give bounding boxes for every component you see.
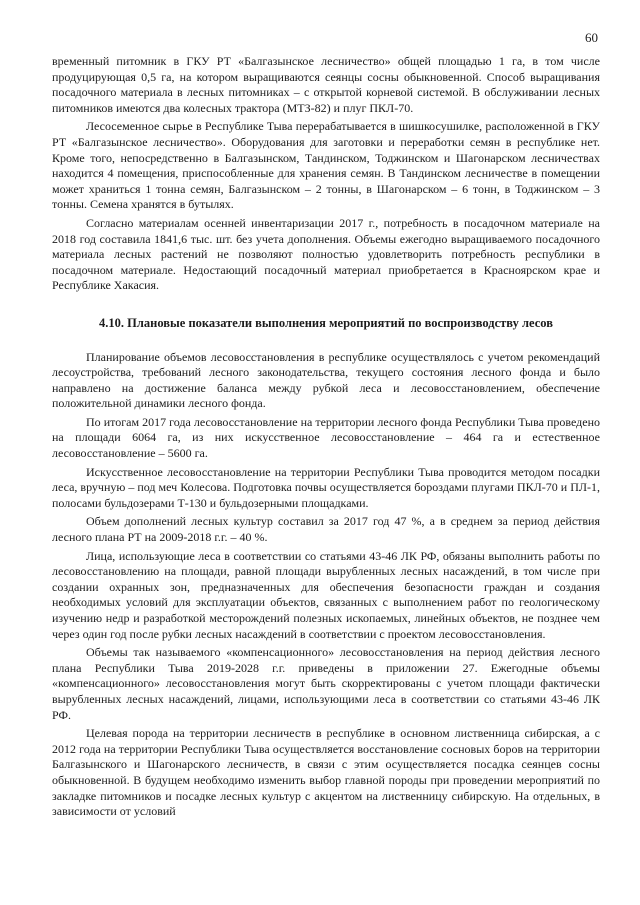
paragraph: временный питомник в ГКУ РТ «Балгазынское лесничество» общей площадью 1 га, в том числе продуцирующая 0,5 га, на котором выращиваются сеянцы сосны обыкновенной. Способ выращивания посадочного материала в лесных питомниках – с открытой корневой системой. В обслуживании лесных питомников имеются два колесных трактора (МТЗ-82) и плуг ПКЛ-70. (52, 54, 600, 115)
section-title: 4.10. Плановые показатели выполнения мероприятий по воспроизводству лесов (99, 315, 553, 330)
paragraph: Лесосеменное сырье в Республике Тыва перерабатывается в шишкосушилке, расположенной в ГКУ РТ «Балгазынское лесничество». Оборудования для заготовки и переработки семян в республике нет. Кроме того, непосредственно в Балгазынском, Тандинском, Тоджинском и Шагонарском лесничествах находится 4 помещения, приспособленные для хранения семян. В Тандинском лесничестве в помещении может храниться 1 тонна семян, Балгазынском – 2 тонны, в Шагонарском – 6 тонн, в Тоджинском – 3 тонны. Семена хранятся в бутылях. (52, 119, 600, 212)
paragraph: Объем дополнений лесных культур составил за 2017 год 47 %, а в среднем за период действия лесного плана РТ на 2009-2018 г.г. – 40 %. (52, 514, 600, 545)
paragraph: Искусственное лесовосстановление на территории Республики Тыва проводится методом посадки леса, вручную – под меч Колесова. Подготовка почвы осуществляется бороздами плугами ПКЛ-70 и ПЛ-1, полосами бульдозерами Т-130 и бульдозерными площадками. (52, 464, 600, 510)
paragraph: Целевая порода на территории лесничеств в республике в основном лиственница сибирская, а с 2012 года на территории Республики Тыва осуществляется восстановление сосновых боров на территории Балгазынского и Шагонарского лесничеств, в связи с этим осуществляется посадка сеянцев сосны обыкновенной. В будущем необходимо изменить выбор главной породы при проведении мероприятий по закладке питомников и посадке лесных культур с акцентом на лиственницу сибирскую. На отдельных, в зависимости от условий (52, 726, 600, 819)
page-content (52, 54, 600, 823)
paragraph: Лица, использующие леса в соответствии со статьями 43-46 ЛК РФ, обязаны выполнить работы по лесовосстановлению на площади, равной площади вырубленных лесных насаждений, в том числе при создании охранных зон, предназначенных для обеспечения безопасности граждан и создания необходимых условий для эксплуатации объектов, связанных с выполнением работ по геологическому изучению недр и разработкой месторождений полезных ископаемых, линейных объектов, не позднее чем через один год после рубки лесных насаждений в соответствии с проектом лесовосстановления. (52, 548, 600, 641)
paragraph: Планирование объемов лесовосстановления в республике осуществлялось с учетом рекомендаций лесоустройства, требований лесного законодательства, текущего состояния лесного фонда и было направлено на достижение баланса между рубкой леса и лесовосстановлением, обеспечение положительной динамики лесного фонда. (52, 349, 600, 411)
paragraph: По итогам 2017 года лесовосстановление на территории лесного фонда Республики Тыва проведено на площади 6064 га, из них искусственное лесовосстановление – 464 га и естественное лесовосстановление – 5600 га. (52, 414, 600, 461)
page-number: 60 (585, 30, 598, 45)
paragraph: Согласно материалам осенней инвентаризации 2017 г., потребность в посадочном материале на 2018 год составила 1841,6 тыс. шт. без учета дополнения. Объемы ежегодно выращиваемого посадочного материала лесных растений не позволяют полностью удовлетворить потребность республики в посадочном материале. Недостающий посадочный материал приобретается в Красноярском крае и Республике Хакасия. (52, 215, 600, 293)
paragraph: Объемы так называемого «компенсационного» лесовосстановления на период действия лесного плана Республики Тыва 2019-2028 г.г. приведены в приложении 27. Ежегодные объемы «компенсационного» лесовосстановления могут быть скорректированы с учетом площади фактически вырубленных лесных насаждений, лицами, использующими леса в соответствии со статьями 43-46 ЛК РФ. (52, 645, 600, 722)
